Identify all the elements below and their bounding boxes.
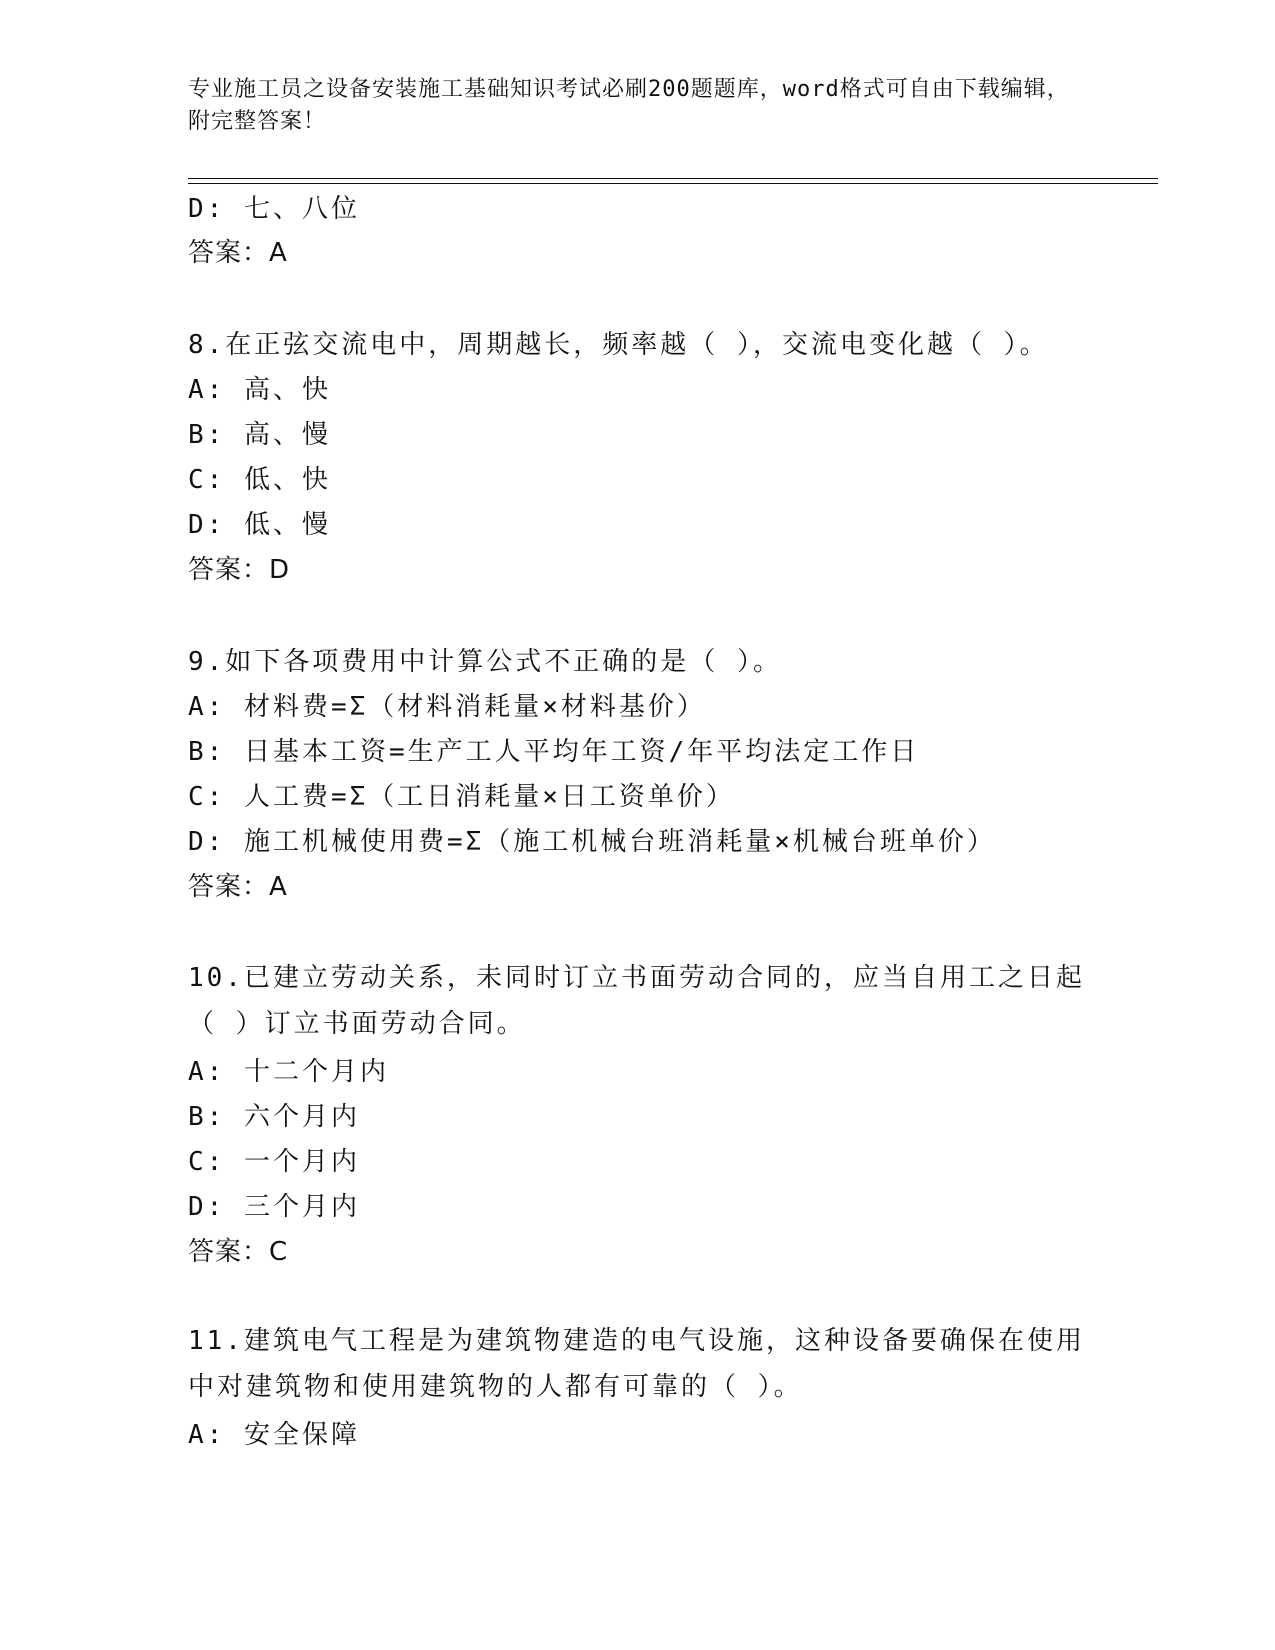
q10-option-c: C: 一个月内 <box>188 1147 360 1177</box>
header-divider-top <box>188 178 1158 179</box>
q7-answer: 答案：A <box>188 238 288 268</box>
q10-stem: 10.已建立劳动关系，未同时订立书面劳动合同的，应当自用工之日起（ ）订立书面劳动合同。 <box>188 963 1085 1039</box>
q8-option-a: A: 高、快 <box>188 375 331 405</box>
q10-option-a: A: 十二个月内 <box>188 1057 389 1087</box>
q9-answer: 答案：A <box>188 872 288 902</box>
q11-option-a: A: 安全保障 <box>188 1420 360 1450</box>
q7-option-d: D: 七、八位 <box>188 194 360 224</box>
q9-stem: 9.如下各项费用中计算公式不正确的是（ ）。 <box>188 647 782 677</box>
q8-stem: 8.在正弦交流电中，周期越长，频率越（ ），交流电变化越（ ）。 <box>188 330 1049 360</box>
q10-answer: 答案：C <box>188 1237 289 1267</box>
q8-answer: 答案：D <box>188 555 291 585</box>
q10-option-d: D: 三个月内 <box>188 1192 360 1222</box>
q10-option-b: B: 六个月内 <box>188 1102 360 1132</box>
q8-option-c: C: 低、快 <box>188 465 331 495</box>
q9-option-c: C: 人工费=Σ（工日消耗量×日工资单价） <box>188 782 735 812</box>
q11-stem: 11.建筑电气工程是为建筑物建造的电气设施，这种设备要确保在使用中对建筑物和使用建筑物的人都有可靠的（ ）。 <box>188 1326 1085 1402</box>
q8-option-d: D: 低、慢 <box>188 510 331 540</box>
q9-option-b: B: 日基本工资=生产工人平均年工资/年平均法定工作日 <box>188 737 920 767</box>
q9-option-d: D: 施工机械使用费=Σ（施工机械台班消耗量×机械台班单价） <box>188 827 996 857</box>
q9-option-a: A: 材料费=Σ（材料消耗量×材料基价） <box>188 692 706 722</box>
q8-option-b: B: 高、慢 <box>188 420 331 450</box>
header-divider-bottom <box>188 183 1158 184</box>
page-header: 专业施工员之设备安装施工基础知识考试必刷200题题库，word格式可自由下载编辑，附完整答案！ <box>188 77 1070 134</box>
